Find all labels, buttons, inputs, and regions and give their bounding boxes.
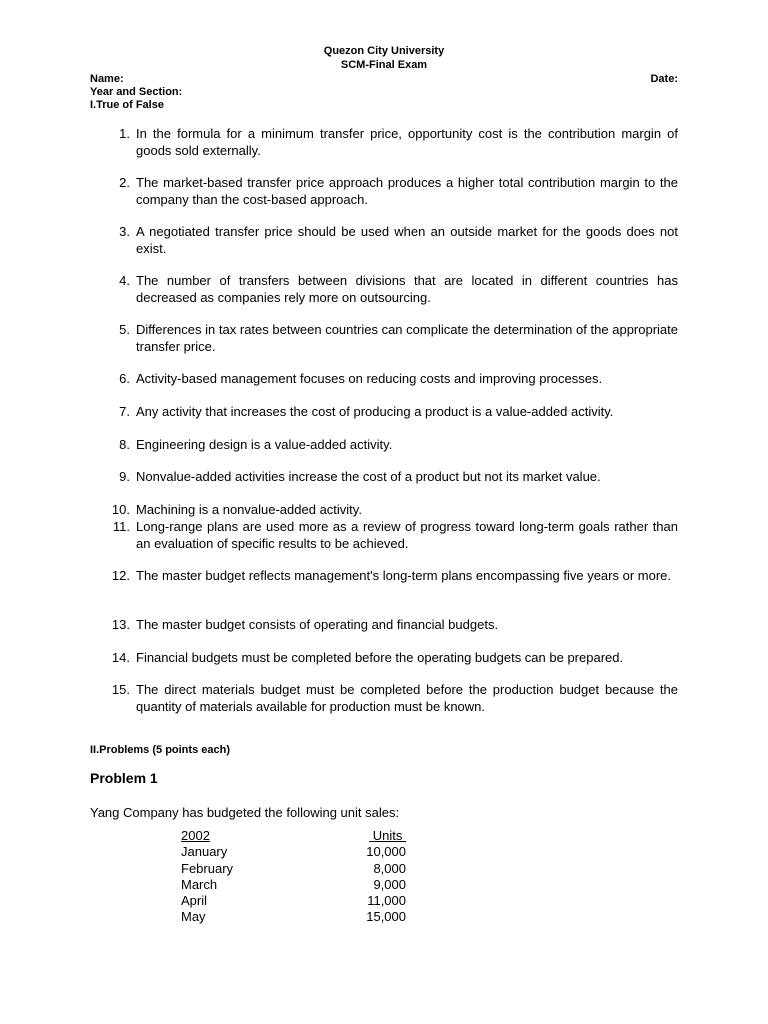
table-row xyxy=(181,909,406,925)
question-text: The direct materials budget must be completed before the production budget because the quantity of materials available for production must be known. xyxy=(136,682,678,714)
question-number: 6. xyxy=(119,371,130,386)
question-number: 10. xyxy=(111,502,130,517)
date-label: Date: xyxy=(650,73,678,85)
question-text: The market-based transfer price approach produces a higher total contribution margin to the company than the cost-based approach. xyxy=(136,175,678,207)
exam-title: SCM-Final Exam xyxy=(340,59,428,71)
question-text: Engineering design is a value-added activity. xyxy=(136,437,393,452)
month-cell: February xyxy=(181,860,234,876)
table-row xyxy=(181,877,406,893)
question-5 xyxy=(108,322,678,355)
table-row xyxy=(181,861,406,877)
units-cell: 11,000 xyxy=(367,893,406,909)
unit-sales-table xyxy=(181,828,406,926)
units-cell: 9,000 xyxy=(373,876,406,892)
units-cell: 15,000 xyxy=(366,909,406,925)
year-section-label: Year and Section: xyxy=(90,86,183,98)
units-cell: 8,000 xyxy=(373,860,406,876)
question-number: 3. xyxy=(119,224,130,239)
month-cell: March xyxy=(181,876,218,892)
question-14 xyxy=(108,650,678,667)
question-text: Differences in tax rates between countries can complicate the determination of the appropriate transfer price. xyxy=(136,322,678,354)
question-number: 12. xyxy=(111,568,130,583)
question-number: 11. xyxy=(112,519,130,534)
question-13 xyxy=(108,617,678,634)
column-header-year xyxy=(181,828,336,844)
question-number: 2. xyxy=(119,175,130,190)
question-number: 5. xyxy=(119,322,130,337)
name-label: Name: xyxy=(90,73,124,85)
table-header-row xyxy=(181,828,406,844)
university-title: Quezon City University xyxy=(323,45,445,57)
question-8 xyxy=(108,437,678,454)
question-6 xyxy=(108,371,678,388)
question-number: 14. xyxy=(111,650,130,665)
part2-title: II.Problems (5 points each) xyxy=(90,744,230,756)
problem-1-title: Problem 1 xyxy=(90,770,158,786)
question-text: The master budget reflects management's long-term plans encompassing five years or more. xyxy=(136,568,672,583)
question-number: 8. xyxy=(119,437,130,452)
question-number: 7. xyxy=(119,404,130,419)
question-11 xyxy=(108,519,678,552)
question-1 xyxy=(108,126,678,159)
question-15 xyxy=(108,682,678,715)
question-text: Long-range plans are used more as a review of progress toward long-term goals rather than an evaluation of specific results to be achieved. xyxy=(136,519,678,551)
question-number: 15. xyxy=(111,682,130,697)
table-row xyxy=(181,844,406,860)
question-2 xyxy=(108,175,678,208)
question-7 xyxy=(108,404,678,421)
month-cell: April xyxy=(181,893,208,909)
question-3 xyxy=(108,224,678,257)
question-12 xyxy=(108,568,678,585)
table-row xyxy=(181,893,406,909)
column-header-units xyxy=(336,828,406,844)
question-9 xyxy=(108,469,678,486)
question-text: In the formula for a minimum transfer price, opportunity cost is the contribution margin of goods sold externally. xyxy=(136,126,678,158)
question-number: 13. xyxy=(111,617,130,632)
question-text: The master budget consists of operating and financial budgets. xyxy=(136,617,499,632)
question-text: Activity-based management focuses on reducing costs and improving processes. xyxy=(136,371,603,386)
question-text: Machining is a nonvalue-added activity. xyxy=(136,502,362,517)
part1-title: I.True of False xyxy=(90,99,164,111)
question-text: Financial budgets must be completed before the operating budgets can be prepared. xyxy=(136,650,624,665)
month-cell: May xyxy=(181,909,206,925)
problem-1-intro: Yang Company has budgeted the following unit sales: xyxy=(90,805,400,820)
month-cell: January xyxy=(181,844,228,860)
units-cell: 10,000 xyxy=(366,844,406,860)
question-number: 9. xyxy=(119,469,130,484)
question-text: A negotiated transfer price should be used when an outside market for the goods does not exist. xyxy=(136,224,678,256)
year-header-text: 2002 xyxy=(181,828,210,843)
question-text: The number of transfers between divisions that are located in different countries has decreased as companies rely more on outsourcing. xyxy=(136,273,678,305)
units-header-text: Units xyxy=(372,828,403,843)
question-4 xyxy=(108,273,678,306)
question-number: 1. xyxy=(119,126,130,141)
question-text: Any activity that increases the cost of producing a product is a value-added activity. xyxy=(136,404,614,419)
question-10 xyxy=(108,502,678,519)
question-text: Nonvalue-added activities increase the cost of a product but not its market value. xyxy=(136,469,601,484)
question-number: 4. xyxy=(119,273,130,288)
